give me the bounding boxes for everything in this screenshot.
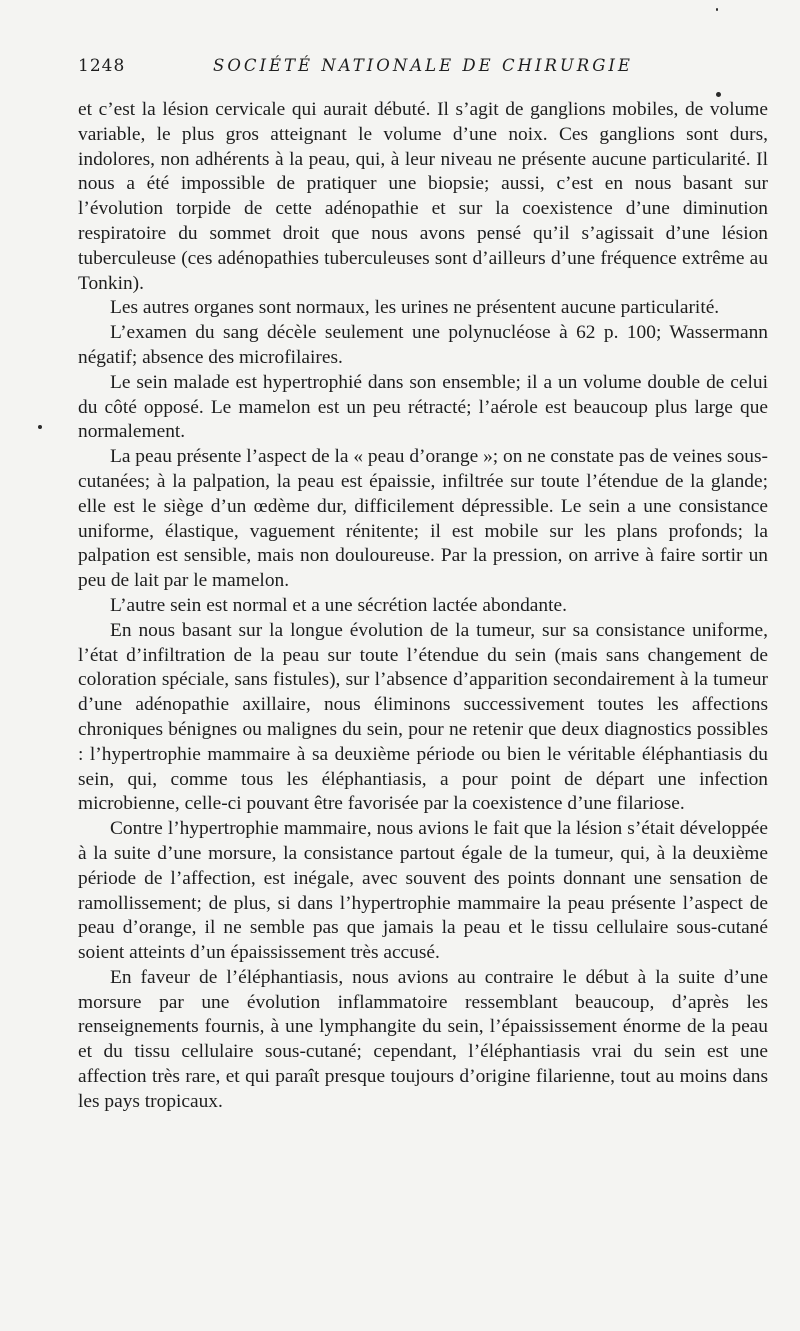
body-text	[78, 98, 768, 1115]
page-number: 1248	[78, 56, 126, 76]
paragraph: La peau présente l’aspect de la « peau d’orange »; on ne constate pas de veines sous-cutanées; à la palpation, la peau est épaissie, infiltrée sur toute l’étendue de la glande; elle est le siège d’un œdème dur, difficilement dépressible. Le sein a une consistance uniforme, élastique, vaguement rénitente; il est mobile sur les plans profonds; la palpation est sensible, mais non douloureuse. Par la pression, on arrive à faire sortir un peu de lait par le mamelon.	[78, 446, 768, 592]
paragraph: et c’est la lésion cervicale qui aurait débuté. Il s’agit de ganglions mobiles, de volume variable, le plus gros atteignant le volume d’une noix. Ces ganglions sont durs, indolores, non adhérents à la peau, qui, à leur niveau ne présente aucune particularité. Il nous a été impossible de pratiquer une biopsie; aussi, c’est en nous basant sur l’évolution torpide de cette adénopathie et sur la coexistence d’une diminution respiratoire du sommet droit que nous avons pensé qu’il s’agissait d’une lésion tuberculeuse (ces adénopathies tuberculeuses sont d’ailleurs d’une fréquence extrême au Tonkin).	[78, 99, 768, 294]
ink-speck	[38, 425, 42, 429]
paragraph: L’autre sein est normal et a une sécrétion lactée abondante.	[110, 594, 567, 616]
paragraph: Contre l’hypertrophie mammaire, nous avions le fait que la lésion s’était développée à la suite d’une morsure, la consistance partout égale de la tumeur, qui, à la deuxième période de l’affection, est inégale, avec souvent des points donnant une sensation de ramollissement; de plus, si dans l’hypertrophie mammaire la peau présente l’aspect de peau d’orange, il ne semble pas que jamais la peau et le tissu cellulaire sous-cutané soient atteints d’un épaississement très accusé.	[78, 818, 768, 964]
paragraph: Le sein malade est hypertrophié dans son ensemble; il a un volume double de celui du côté opposé. Le mamelon est un peu rétracté; l’aérole est beaucoup plus large que normalement.	[78, 371, 768, 443]
ink-speck	[716, 8, 718, 11]
paragraph: En nous basant sur la longue évolution de la tumeur, sur sa consistance uniforme, l’état d’infiltration de la peau sur toute l’étendue du sein (mais sans changement de coloration spéciale, sans fistules), sur l’absence d’apparition secondairement à la tumeur d’une adénopathie axillaire, nous éliminons successivement toutes les affections chroniques bénignes ou malignes du sein, pour ne retenir que deux diagnostics possibles : l’hypertrophie mammaire à sa deuxième période ou bien le véritable éléphantiasis du sein, qui, comme tous les éléphantiasis, a pour point de départ une infection microbienne, celle-ci pouvant être favorisée par la coexistence d’une filariose.	[78, 619, 768, 815]
paragraph: L’examen du sang décèle seulement une polynucléose à 62 p. 100; Wassermann négatif; absence des microfilaires.	[78, 322, 768, 368]
ink-speck	[716, 92, 721, 97]
paragraph: Les autres organes sont normaux, les urines ne présentent aucune particularité.	[110, 297, 720, 319]
paragraph: En faveur de l’éléphantiasis, nous avions au contraire le début à la suite d’une morsure par une évolution inflammatoire ressemblant beaucoup, d’après les renseignements fournis, à une lymphangite du sein, l’épaississement énorme de la peau et du tissu cellulaire sous-cutané; cependant, l’éléphantiasis vrai du sein est une affection très rare, et qui paraît presque toujours d’origine filarienne, tout au moins dans les pays tropicaux.	[78, 966, 768, 1112]
running-head	[78, 56, 768, 82]
journal-title: SOCIÉTÉ NATIONALE DE CHIRURGIE	[213, 56, 633, 75]
